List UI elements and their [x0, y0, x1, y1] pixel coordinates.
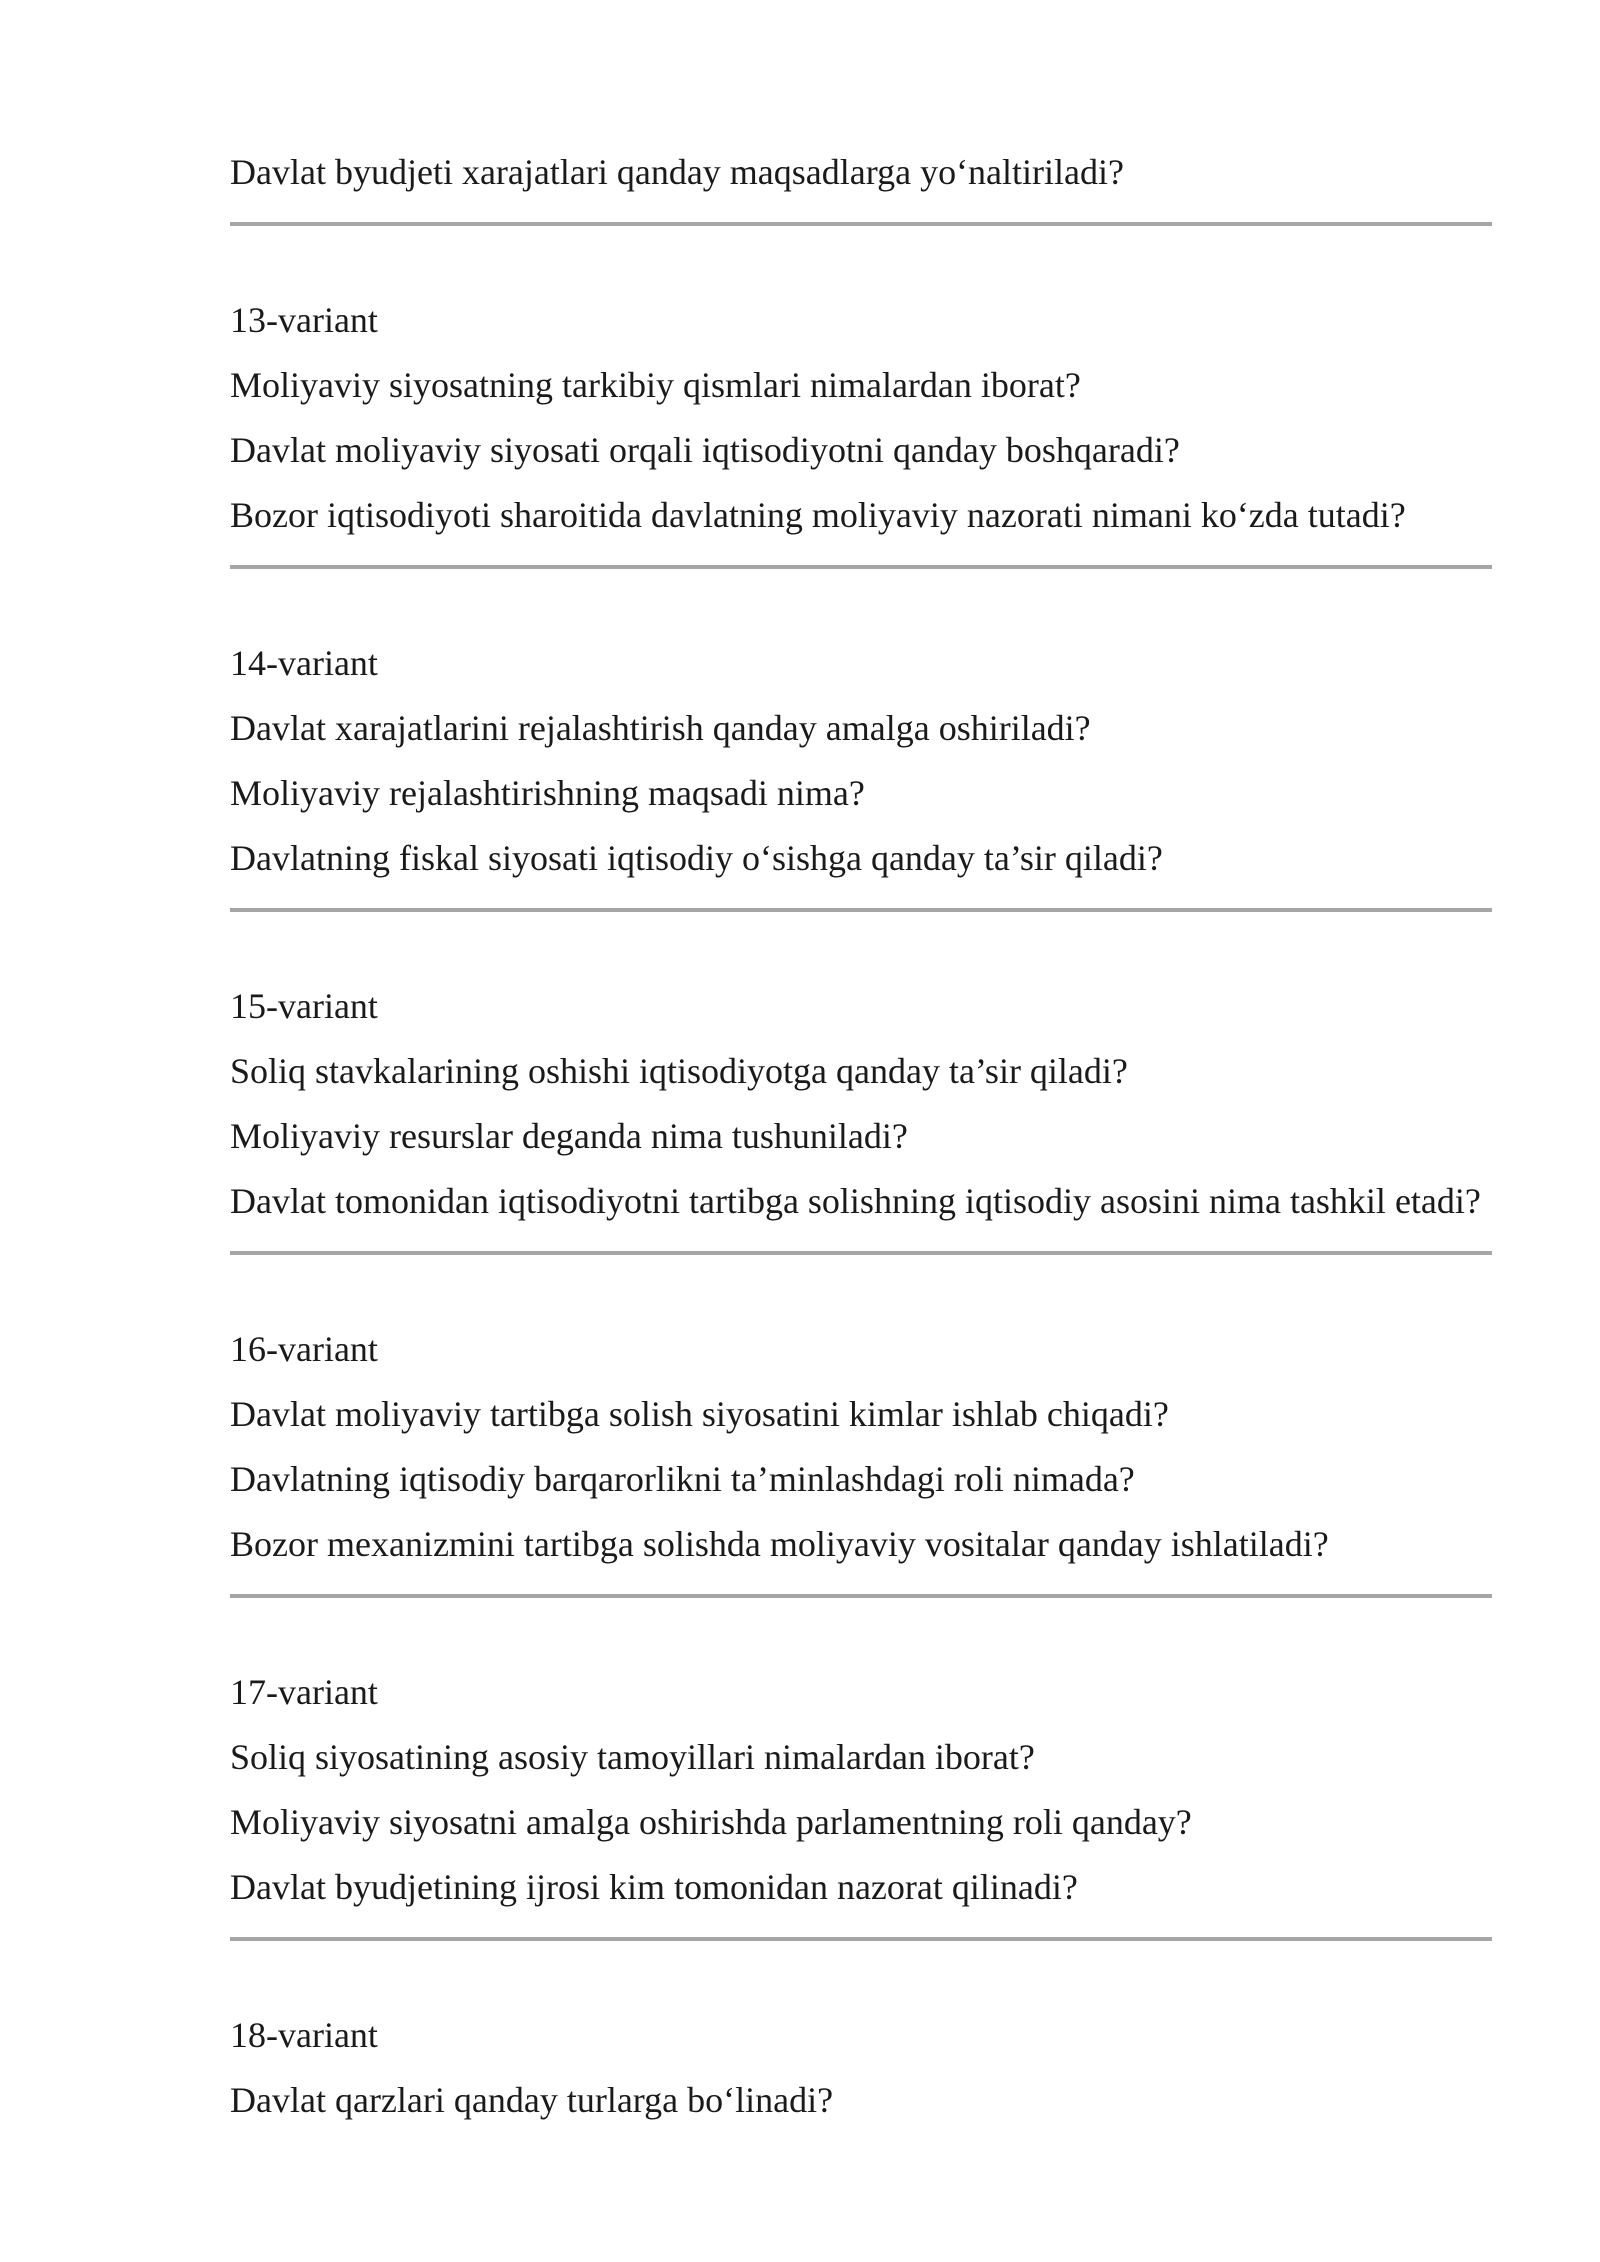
- question: Moliyaviy resurslar deganda nima tushuniladi?: [230, 1116, 908, 1156]
- variant-title: 14-variant: [230, 643, 378, 683]
- variant-15-section: [230, 974, 1492, 1234]
- question: Davlatning iqtisodiy barqarorlikni ta’minlashdagi roli nimada?: [230, 1459, 1135, 1499]
- variant-title: 16-variant: [230, 1329, 378, 1369]
- question: Davlat qarzlari qanday turlarga bo‘linadi?: [230, 2080, 834, 2120]
- intro-question: Davlat byudjeti xarajatlari qanday maqsadlarga yo‘naltiriladi?: [230, 152, 1124, 192]
- section-divider: [230, 1937, 1492, 1941]
- question: Davlat moliyaviy siyosati orqali iqtisodiyotni qanday boshqaradi?: [230, 430, 1180, 470]
- question: Moliyaviy rejalashtirishning maqsadi nima?: [230, 773, 865, 813]
- variant-14-section: [230, 631, 1492, 891]
- question: Davlatning fiskal siyosati iqtisodiy o‘sishga qanday ta’sir qiladi?: [230, 838, 1163, 878]
- question: Soliq siyosatining asosiy tamoyillari nimalardan iborat?: [230, 1737, 1035, 1777]
- variant-17-section: [230, 1660, 1492, 1920]
- question: Davlat moliyaviy tartibga solish siyosatini kimlar ishlab chiqadi?: [230, 1394, 1169, 1434]
- variant-title: 17-variant: [230, 1672, 378, 1712]
- section-divider: [230, 1594, 1492, 1598]
- section-divider: [230, 565, 1492, 569]
- section-divider: [230, 1251, 1492, 1255]
- question: Moliyaviy siyosatni amalga oshirishda parlamentning roli qanday?: [230, 1802, 1192, 1842]
- variant-16-section: [230, 1317, 1492, 1577]
- document-page: [230, 140, 1492, 2133]
- variant-title: 18-variant: [230, 2015, 378, 2055]
- variant-18-section: [230, 2003, 1492, 2133]
- question: Moliyaviy siyosatning tarkibiy qismlari nimalardan iborat?: [230, 365, 1081, 405]
- question: Bozor iqtisodiyoti sharoitida davlatning moliyaviy nazorati nimani ko‘zda tutadi?: [230, 495, 1406, 535]
- variant-title: 13-variant: [230, 300, 378, 340]
- variant-13-section: [230, 288, 1492, 548]
- question: Soliq stavkalarining oshishi iqtisodiyotga qanday ta’sir qiladi?: [230, 1051, 1128, 1091]
- question: Davlat xarajatlarini rejalashtirish qanday amalga oshiriladi?: [230, 708, 1091, 748]
- section-divider: [230, 908, 1492, 912]
- question: Davlat tomonidan iqtisodiyotni tartibga solishning iqtisodiy asosini nima tashkil etadi?: [230, 1181, 1481, 1221]
- question: Davlat byudjetining ijrosi kim tomonidan nazorat qilinadi?: [230, 1867, 1078, 1907]
- question: Bozor mexanizmini tartibga solishda moliyaviy vositalar qanday ishlatiladi?: [230, 1524, 1329, 1564]
- variant-title: 15-variant: [230, 986, 378, 1026]
- section-divider: [230, 222, 1492, 226]
